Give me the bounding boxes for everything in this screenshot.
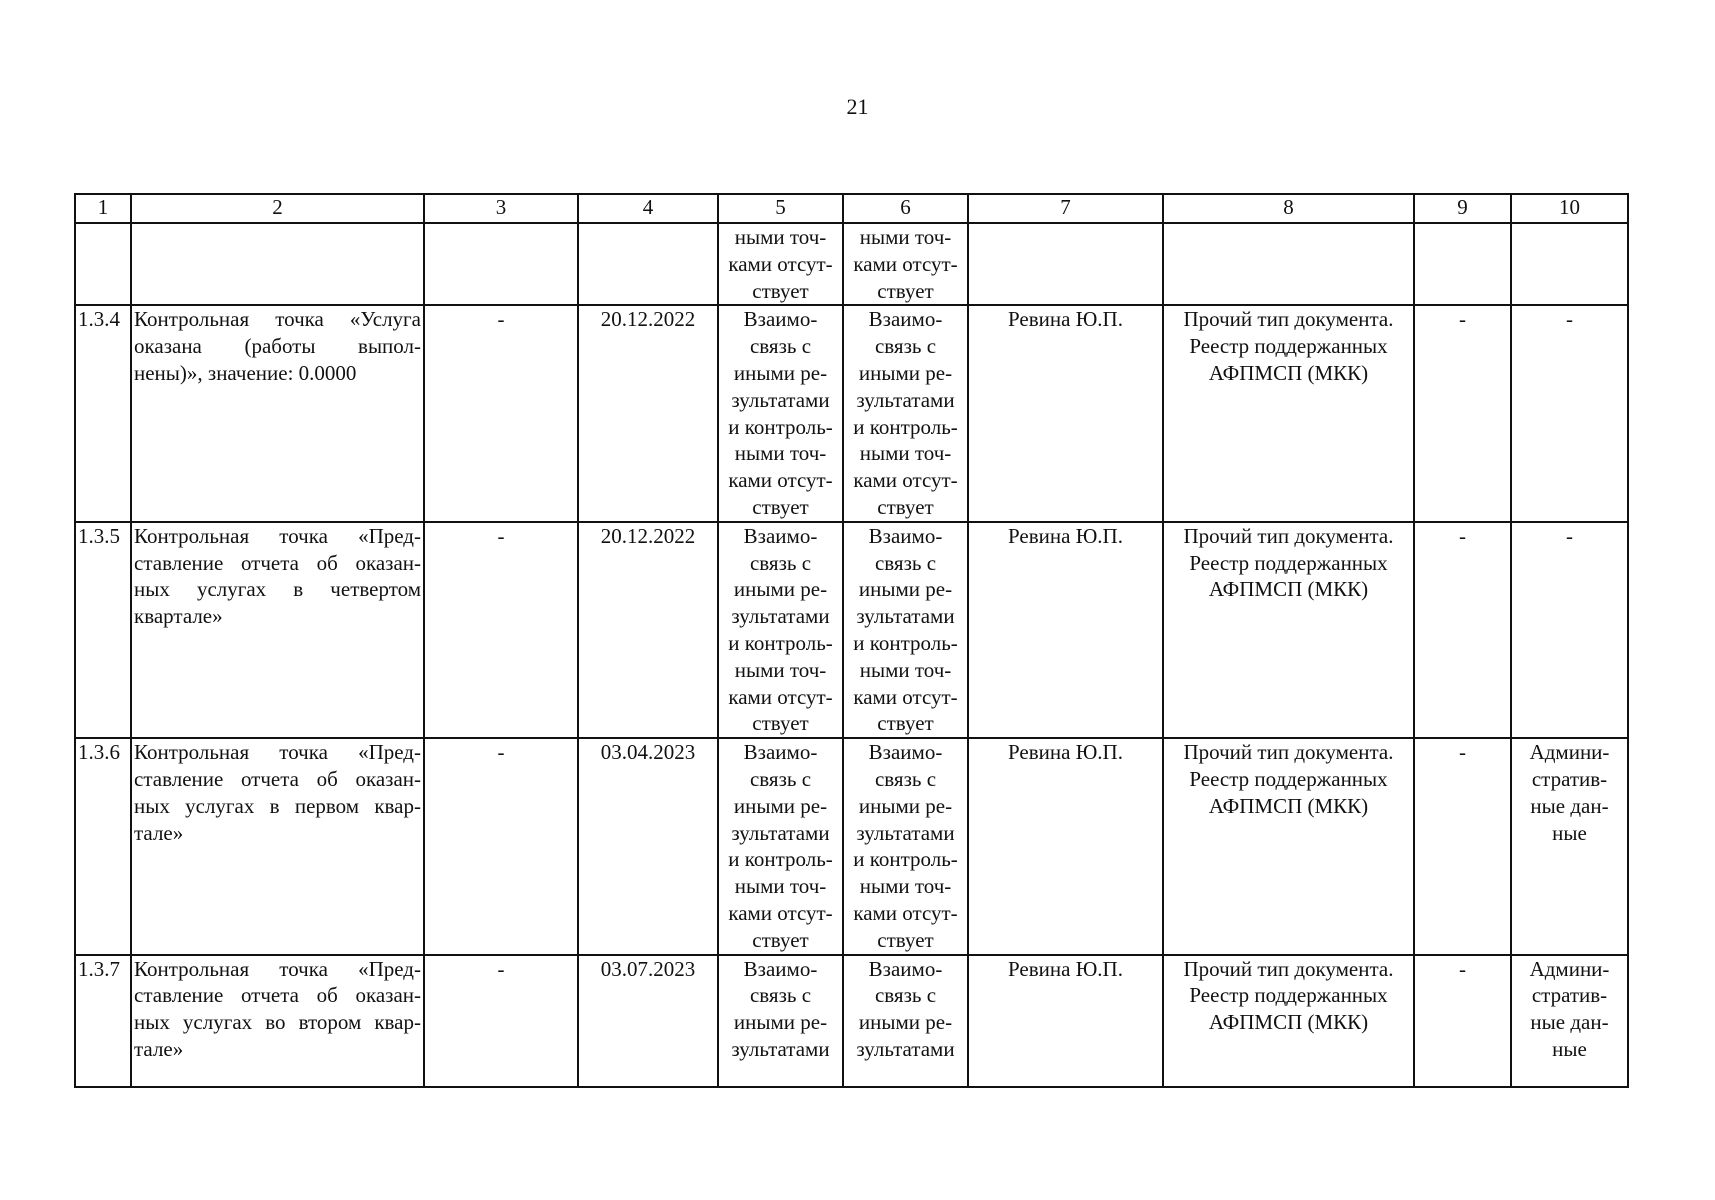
column-header: 3 [424, 194, 578, 223]
cell-data-source [1511, 305, 1628, 521]
cell-col3: - [424, 305, 578, 521]
cell-empty [1511, 223, 1628, 305]
cell-line: ными точ- [734, 874, 827, 899]
cell-line: Взаимо- [743, 740, 818, 765]
cell-col3: - [424, 738, 578, 954]
cell-line: и контроль- [853, 630, 958, 655]
cell-responsible: Ревина Ю.П. [968, 305, 1163, 521]
cell-line: зультатами [856, 387, 955, 412]
cell-empty [1414, 223, 1511, 305]
cell-line: ных услугах в четвертом [134, 577, 421, 602]
cell-line: связь с [749, 983, 812, 1008]
cell-line: ными точ- [734, 225, 827, 249]
cell-responsible: Ревина Ю.П. [968, 955, 1163, 1087]
column-header: 6 [843, 194, 968, 223]
cell-line: ставление отчета об оказан- [134, 550, 421, 575]
cell-relation-points [843, 223, 968, 305]
cell-line: Прочий тип документа. [1183, 523, 1394, 548]
cell-line: связь с [749, 766, 812, 791]
column-header: 2 [131, 194, 424, 223]
cell-line: ствует [877, 927, 934, 952]
cell-line: ками отсут- [728, 468, 833, 493]
cell-line: Реестр поддержанных [1189, 766, 1388, 791]
cell-responsible: Ревина Ю.П. [968, 738, 1163, 954]
cell-line: ные дан- [1530, 1010, 1609, 1035]
cell-empty [1163, 223, 1414, 305]
cell-relation-points [843, 738, 968, 954]
cell-line: Админи- [1529, 956, 1610, 981]
cell-line: ными точ- [859, 874, 952, 899]
cell-line: стратив- [1531, 766, 1608, 791]
cell-empty [968, 223, 1163, 305]
cell-line: Контрольная точка «Пред- [134, 740, 421, 765]
cell-line: ставление отчета об оказан- [134, 983, 421, 1008]
cell-name [131, 955, 424, 1087]
cell-relation-results [718, 955, 843, 1087]
cell-line: ных услугах в первом квар- [134, 793, 421, 818]
cell-line: Реестр поддержанных [1189, 983, 1388, 1008]
column-header: 4 [578, 194, 718, 223]
column-header: 10 [1511, 194, 1628, 223]
cell-line: и контроль- [853, 414, 958, 439]
cell-line: ками отсут- [853, 468, 958, 493]
column-header: 5 [718, 194, 843, 223]
cell-line: Взаимо- [868, 307, 943, 332]
cell-line: ствует [752, 278, 809, 303]
table-row [75, 522, 1628, 738]
cell-line: зультатами [731, 1036, 830, 1061]
cell-line: нены)», значение: 0.0000 [134, 360, 357, 385]
cell-line: ные [1552, 1036, 1587, 1061]
cell-line: оказана (работы выпол- [134, 334, 421, 359]
cell-relation-points [843, 305, 968, 521]
cell-line: иными ре- [733, 793, 828, 818]
cell-date: 03.04.2023 [578, 738, 718, 954]
cell-line: связь с [874, 550, 937, 575]
cell-empty [75, 223, 131, 305]
cell-line: стратив- [1531, 983, 1608, 1008]
cell-line: ными точ- [734, 441, 827, 466]
cell-col9: - [1414, 955, 1511, 1087]
cell-line: тале» [134, 820, 184, 845]
cell-col9: - [1414, 305, 1511, 521]
cell-line: иными ре- [858, 577, 953, 602]
cell-line: Контрольная точка «Пред- [134, 523, 421, 548]
table-row [75, 955, 1628, 1087]
cell-line: Взаимо- [743, 523, 818, 548]
table-row [75, 305, 1628, 521]
cell-line: Админи- [1529, 740, 1610, 765]
cell-line: ками отсут- [853, 684, 958, 709]
header-row [75, 194, 1628, 223]
cell-line: и контроль- [728, 847, 833, 872]
cell-line: Прочий тип документа. [1183, 740, 1394, 765]
cell-line: ствует [752, 494, 809, 519]
cell-line: иными ре- [733, 360, 828, 385]
cell-line: связь с [874, 983, 937, 1008]
cell-line: Взаимо- [743, 956, 818, 981]
cell-line: ками отсут- [853, 251, 958, 276]
cell-relation-results [718, 738, 843, 954]
column-header: 8 [1163, 194, 1414, 223]
cell-name [131, 738, 424, 954]
cell-line: Взаимо- [868, 740, 943, 765]
cell-line: АФПМСП (МКК) [1208, 1010, 1369, 1035]
cell-line: Взаимо- [868, 956, 943, 981]
cell-line: иными ре- [858, 360, 953, 385]
cell-relation-points [843, 522, 968, 738]
cell-line: ными точ- [859, 657, 952, 682]
cell-line: ными точ- [734, 657, 827, 682]
table-body [75, 223, 1628, 1087]
cell-line: и контроль- [728, 414, 833, 439]
cell-date: 20.12.2022 [578, 522, 718, 738]
cell-name [131, 522, 424, 738]
cell-line: связь с [874, 334, 937, 359]
cell-name [131, 305, 424, 521]
cell-empty [424, 223, 578, 305]
continuation-row [75, 223, 1628, 305]
cell-line: Контрольная точка «Услуга [134, 307, 421, 332]
cell-data-source [1511, 955, 1628, 1087]
cell-line: ками отсут- [728, 900, 833, 925]
cell-col3: - [424, 522, 578, 738]
cell-line: и контроль- [853, 847, 958, 872]
cell-line: иными ре- [733, 577, 828, 602]
cell-document [1163, 955, 1414, 1087]
cell-document [1163, 522, 1414, 738]
table-row [75, 738, 1628, 954]
cell-date: 20.12.2022 [578, 305, 718, 521]
cell-line: АФПМСП (МКК) [1208, 360, 1369, 385]
cell-line: ставление отчета об оказан- [134, 766, 421, 791]
cell-line: ные дан- [1530, 793, 1609, 818]
cell-line: ками отсут- [728, 684, 833, 709]
cell-line: тале» [134, 1036, 184, 1061]
cell-line: иными ре- [733, 1010, 828, 1035]
cell-line: ными точ- [859, 441, 952, 466]
control-points-table [74, 193, 1629, 1088]
table-header [75, 194, 1628, 223]
page-number: 21 [846, 94, 869, 119]
cell-line: Реестр поддержанных [1189, 334, 1388, 359]
cell-relation-results [718, 223, 843, 305]
cell-number: 1.3.4 [75, 305, 131, 521]
cell-line: иными ре- [858, 793, 953, 818]
cell-line: Контрольная точка «Пред- [134, 956, 421, 981]
cell-line: ствует [877, 494, 934, 519]
cell-line: зультатами [731, 604, 830, 629]
cell-line: ствует [752, 927, 809, 952]
cell-line: связь с [874, 766, 937, 791]
column-header: 9 [1414, 194, 1511, 223]
cell-line: АФПМСП (МКК) [1208, 577, 1369, 602]
cell-line: квартале» [134, 604, 223, 629]
cell-line: - [1566, 523, 1573, 548]
cell-line: ствует [752, 711, 809, 736]
cell-line: ными точ- [859, 225, 952, 249]
cell-data-source [1511, 522, 1628, 738]
cell-col9: - [1414, 522, 1511, 738]
cell-line: Реестр поддержанных [1189, 550, 1388, 575]
cell-line: ствует [877, 711, 934, 736]
cell-line: связь с [749, 550, 812, 575]
cell-line: зультатами [731, 387, 830, 412]
cell-line: - [1566, 307, 1573, 332]
cell-empty [131, 223, 424, 305]
cell-relation-points [843, 955, 968, 1087]
cell-line: ками отсут- [728, 251, 833, 276]
cell-col3: - [424, 955, 578, 1087]
cell-line: ных услугах во втором квар- [134, 1010, 421, 1035]
cell-line: зультатами [731, 820, 830, 845]
cell-data-source [1511, 738, 1628, 954]
cell-line: иными ре- [858, 1010, 953, 1035]
cell-number: 1.3.5 [75, 522, 131, 738]
cell-responsible: Ревина Ю.П. [968, 522, 1163, 738]
cell-line: зультатами [856, 604, 955, 629]
cell-document [1163, 305, 1414, 521]
cell-line: ками отсут- [853, 900, 958, 925]
cell-line: связь с [749, 334, 812, 359]
column-header: 7 [968, 194, 1163, 223]
cell-line: и контроль- [728, 630, 833, 655]
cell-relation-results [718, 305, 843, 521]
cell-relation-results [718, 522, 843, 738]
cell-line: Взаимо- [743, 307, 818, 332]
column-header: 1 [75, 194, 131, 223]
cell-date: 03.07.2023 [578, 955, 718, 1087]
cell-line: ствует [877, 278, 934, 303]
cell-line: зультатами [856, 1036, 955, 1061]
cell-line: ные [1552, 820, 1587, 845]
cell-document [1163, 738, 1414, 954]
cell-empty [578, 223, 718, 305]
cell-number: 1.3.6 [75, 738, 131, 954]
cell-line: зультатами [856, 820, 955, 845]
cell-line: Взаимо- [868, 523, 943, 548]
cell-col9: - [1414, 738, 1511, 954]
cell-line: Прочий тип документа. [1183, 956, 1394, 981]
cell-number: 1.3.7 [75, 955, 131, 1087]
cell-line: АФПМСП (МКК) [1208, 793, 1369, 818]
cell-line: Прочий тип документа. [1183, 307, 1394, 332]
